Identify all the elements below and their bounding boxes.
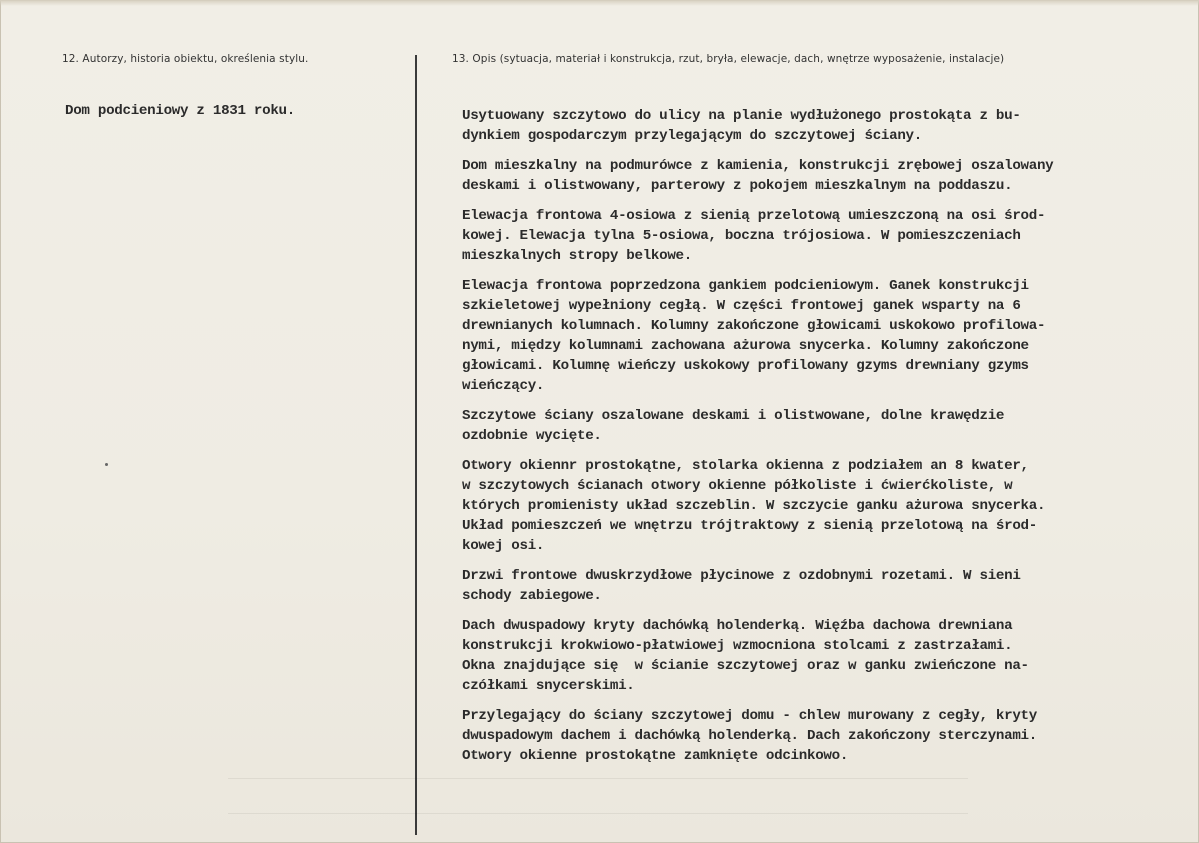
description-paragraph: Usytuowany szczytowo do ulicy na planie wydłużonego prostokąta z bu- dynkiem gospodarczym przylegającym do szczytowej ściany. [462, 108, 1021, 144]
section-13-header: 13. Opis (sytuacja, materiał i konstrukcja, rzut, bryła, elewacje, dach, wnętrze wyposażenie, instalacje) [452, 53, 1005, 65]
description-paragraph: Przylegający do ściany szczytowej domu - chlew murowany z cegły, kryty dwuspadowym dachem i dachówką holenderką. Dach zakończony sterczynami. Otwory okienne prostokątne zamknięte odcinkowo. [462, 708, 1037, 764]
paper-speck [105, 463, 108, 466]
description-paragraph: Dach dwuspadowy kryty dachówką holenderką. Więźba dachowa drewniana konstrukcji krokwiowo-płatwiowej wzmocniona stolcami z zastrzałami. Okna znajdujące się w ścianie szczytowej oraz w ganku zwieńczone na- czółkami snycerskimi. [462, 618, 1029, 694]
description-paragraph: Dom mieszkalny na podmurówce z kamienia, konstrukcji zrębowej oszalowany deskami i olistwowany, parterowy z pokojem mieszkalnym na poddaszu. [462, 158, 1054, 194]
card-top-edge [0, 0, 1199, 6]
column-divider [415, 55, 417, 835]
description-paragraph: Elewacja frontowa 4-osiowa z sienią przelotową umieszczoną na osi środ- kowej. Elewacja tylna 5-osiowa, boczna trójosiowa. W pomieszczeniach mieszkalnych stropy belkowe. [462, 208, 1046, 264]
description-column [462, 106, 1182, 776]
description-paragraph: Otwory okiennr prostokątne, stolarka okienna z podziałem an 8 kwater, w szczytowych ścianach otwory okienne półkoliste i ćwierćkoliste, w których promienisty układ szczeblin. W szczycie ganku ażurowa snycerka. Układ pomieszczeń we wnętrzu trójtraktowy z sienią przelotową na środ- kowej osi. [462, 458, 1046, 554]
description-paragraph: Szczytowe ściany oszalowane deskami i olistwowane, dolne krawędzie ozdobnie wycięte. [462, 408, 1005, 444]
description-paragraph: Elewacja frontowa poprzedzona gankiem podcieniowym. Ganek konstrukcji szkieletowej wypełniony cegłą. W części frontowej ganek wsparty na 6 drewnianych kolumnach. Kolumny zakończone głowicami uskokowo profilowa- nymi, między kolumnami zachowana ażurowa snycerka. Kolumny zakończone głowicami. Kolumnę wieńczy uskokowy profilowany gzyms drewniany gzyms wieńczący. [462, 278, 1046, 394]
section-12-header: 12. Autorzy, historia obiektu, określenia stylu. [62, 53, 309, 65]
object-title: Dom podcieniowy z 1831 roku. [65, 103, 295, 119]
bleed-through-grid [228, 778, 968, 814]
description-paragraph: Drzwi frontowe dwuskrzydłowe płycinowe z ozdobnymi rozetami. W sieni schody zabiegowe. [462, 568, 1021, 604]
